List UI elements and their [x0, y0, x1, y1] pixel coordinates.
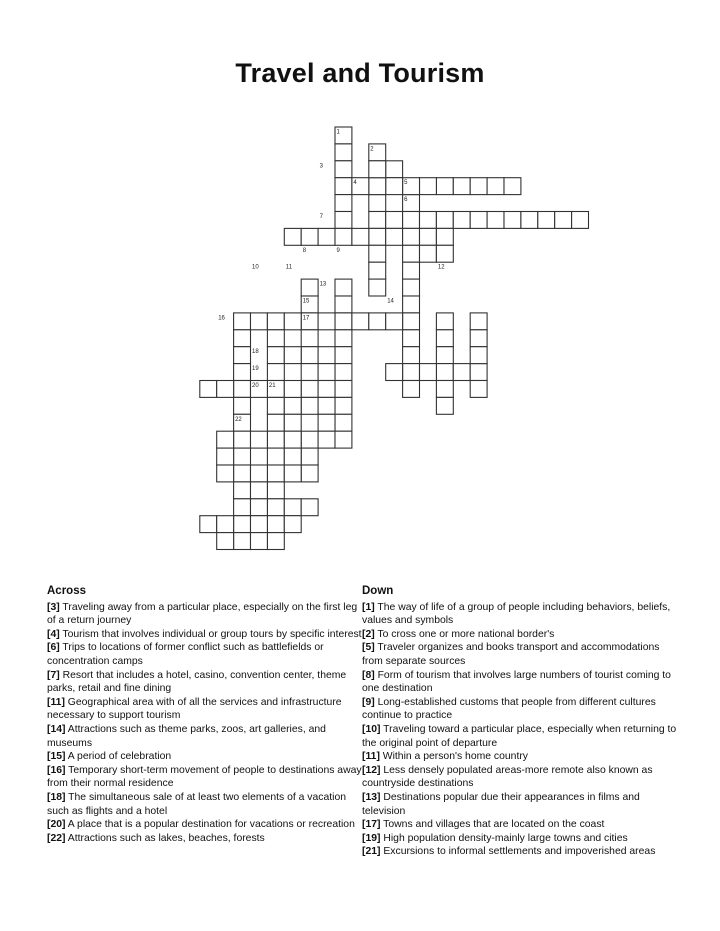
down-clue	[362, 818, 680, 832]
crossword-cell	[436, 245, 453, 262]
crossword-cell	[217, 448, 234, 465]
clue-number-label: 20	[252, 383, 259, 389]
across-clue	[47, 601, 365, 628]
clue-number-label: 18	[252, 349, 259, 356]
crossword-cell	[470, 347, 487, 364]
crossword-cell	[420, 228, 437, 245]
crossword-cell	[403, 245, 420, 262]
crossword-cell	[335, 313, 352, 330]
crossword-cell	[284, 228, 301, 245]
crossword-cell	[386, 178, 403, 195]
down-clue	[362, 750, 680, 764]
crossword-cell	[436, 381, 453, 398]
crossword-cell	[420, 178, 437, 195]
crossword-cell	[521, 212, 538, 229]
crossword-cell	[267, 397, 284, 414]
down-clue	[362, 723, 680, 750]
crossword-cell	[234, 465, 251, 482]
across-clue-number: [15]	[47, 751, 66, 763]
crossword-cell	[301, 499, 318, 516]
crossword-cell	[403, 262, 420, 279]
down-clue-number: [17]	[362, 819, 381, 831]
crossword-cell	[251, 516, 268, 533]
crossword-cell	[335, 330, 352, 347]
crossword-cell	[301, 347, 318, 364]
across-clue-text: Trips to locations of former conflict such as battlefields or concentration camps	[47, 642, 324, 667]
crossword-cell	[386, 364, 403, 381]
crossword-cell	[436, 364, 453, 381]
crossword-cell	[318, 431, 335, 448]
clue-number-label: 13	[319, 281, 327, 288]
across-clue-text: Geographical area with of all the services and infrastructure necessary to support tourism	[47, 696, 342, 722]
crossword-cell	[453, 212, 470, 229]
crossword-cell	[403, 347, 420, 364]
down-clue-text: To cross one or more national border's	[374, 628, 555, 640]
crossword-cell	[436, 347, 453, 364]
crossword-cell	[386, 161, 403, 178]
crossword-cell	[318, 414, 335, 431]
crossword-cell	[335, 178, 352, 195]
down-clue-text: Less densely populated areas-more remote also known as countryside destinations	[362, 764, 653, 790]
crossword-cell	[335, 296, 352, 313]
crossword-cell	[234, 431, 251, 448]
down-clue-number: [12]	[362, 764, 381, 776]
crossword-cell	[301, 381, 318, 398]
crossword-cell	[386, 212, 403, 229]
clue-number-label: 4	[353, 180, 357, 187]
crossword-cell	[352, 228, 369, 245]
clue-number-label: 2	[370, 146, 374, 153]
across-clue-text: Traveling away from a particular place, especially on the first leg of a return journey	[47, 601, 358, 627]
clue-number-label: 15	[302, 298, 310, 305]
across-clue-number: [16]	[47, 764, 66, 776]
crossword-cell	[251, 313, 268, 330]
down-clue	[362, 641, 680, 668]
clue-number-label: 11	[285, 264, 293, 271]
crossword-cell	[369, 161, 386, 178]
across-clue-number: [20]	[47, 819, 66, 831]
down-clue	[362, 791, 680, 818]
across-clue-number: [3]	[47, 601, 60, 613]
crossword-cell	[267, 499, 284, 516]
across-clue-number: [14]	[47, 723, 66, 735]
clue-number-label: 14	[387, 298, 394, 305]
crossword-cell	[234, 330, 251, 347]
crossword-cell	[420, 212, 437, 229]
across-clue	[47, 832, 365, 846]
crossword-cell	[369, 212, 386, 229]
crossword-cell	[284, 397, 301, 414]
crossword-cell	[217, 431, 234, 448]
crossword-cell	[335, 381, 352, 398]
crossword-cell	[284, 414, 301, 431]
across-clue-number: [18]	[47, 791, 66, 803]
down-clue	[362, 696, 680, 723]
crossword-cell	[301, 465, 318, 482]
down-clue-text: Excursions to informal settlements and impoverished areas	[380, 846, 656, 858]
across-clue-number: [6]	[47, 642, 60, 654]
crossword-cell	[251, 482, 268, 499]
down-clues	[362, 585, 680, 859]
clue-number-label: 8	[302, 247, 307, 254]
across-clue-text: The simultaneous sale of at least two elements of a vacation such as flights and a hotel	[47, 791, 346, 817]
crossword-cell	[335, 212, 352, 229]
down-clue-number: [9]	[362, 696, 375, 708]
crossword-cell	[487, 212, 504, 229]
down-clue-number: [21]	[362, 846, 381, 858]
crossword-cell	[284, 381, 301, 398]
crossword-cell	[436, 178, 453, 195]
down-clue	[362, 628, 680, 642]
crossword-cell	[369, 245, 386, 262]
crossword-cell	[267, 482, 284, 499]
crossword-cell	[470, 330, 487, 347]
crossword-cell	[436, 212, 453, 229]
across-clue	[47, 628, 365, 642]
crossword-cell	[234, 364, 251, 381]
crossword-cell	[301, 448, 318, 465]
crossword-cell	[267, 313, 284, 330]
crossword-cell	[335, 431, 352, 448]
down-clue-text: High population density-mainly large towns and cities	[380, 832, 628, 844]
crossword-cell	[284, 499, 301, 516]
down-clue-number: [5]	[362, 642, 375, 654]
clue-number-label: 17	[302, 315, 310, 322]
crossword-cell	[284, 465, 301, 482]
crossword-cell	[369, 279, 386, 296]
crossword-cell	[504, 178, 521, 195]
crossword-cell	[251, 499, 268, 516]
clue-number-label: 7	[319, 214, 323, 220]
crossword-cell	[470, 178, 487, 195]
down-clue-number: [19]	[362, 832, 381, 844]
down-clue-text: The way of life of a group of people including behaviors, beliefs, values and symbols	[362, 601, 671, 627]
crossword-cell	[234, 482, 251, 499]
crossword-cell	[267, 448, 284, 465]
crossword-cell	[369, 178, 386, 195]
across-clue-number: [11]	[47, 696, 65, 708]
down-clue	[362, 764, 680, 791]
clue-number-label: 1	[336, 129, 340, 136]
crossword-cell	[267, 465, 284, 482]
crossword-cell	[386, 313, 403, 330]
across-clue	[47, 791, 365, 818]
crossword-cell	[318, 347, 335, 364]
crossword-cell	[267, 533, 284, 550]
crossword-cell	[403, 313, 420, 330]
across-clue-number: [7]	[47, 669, 60, 681]
crossword-cell	[267, 347, 284, 364]
crossword-cell	[301, 431, 318, 448]
crossword-cell	[470, 364, 487, 381]
crossword-cell	[267, 516, 284, 533]
down-clue	[362, 845, 680, 859]
crossword-cell	[335, 397, 352, 414]
crossword-cell	[318, 313, 335, 330]
down-clue-text: Within a person's home country	[379, 751, 529, 763]
crossword-cell	[200, 516, 217, 533]
crossword-cell	[284, 347, 301, 364]
clue-number-label: 22	[235, 416, 242, 423]
crossword-cell	[369, 262, 386, 279]
crossword-cell	[436, 228, 453, 245]
crossword-cell	[436, 313, 453, 330]
crossword-cell	[267, 414, 284, 431]
down-heading: Down	[362, 585, 394, 597]
crossword-cell	[318, 397, 335, 414]
page-title: Travel and Tourism	[235, 58, 485, 88]
crossword-cell	[403, 364, 420, 381]
across-clue	[47, 750, 365, 764]
crossword-cell	[470, 381, 487, 398]
crossword-cell	[403, 296, 420, 313]
crossword-cell	[335, 364, 352, 381]
across-clue-text: A place that is a popular destination for vacations or recreation	[65, 819, 355, 831]
down-clue-number: [10]	[362, 723, 381, 735]
crossword-cell	[251, 431, 268, 448]
clue-number-label: 21	[268, 383, 276, 389]
crossword-cell	[234, 397, 251, 414]
across-clue-text: A period of celebration	[65, 751, 172, 763]
crossword-cell	[234, 448, 251, 465]
crossword-cell	[318, 381, 335, 398]
down-clue	[362, 669, 680, 696]
across-clue-text: Temporary short-term movement of people to destinations away from their normal residence	[47, 764, 362, 790]
across-heading: Across	[47, 585, 86, 597]
crossword-cell	[403, 228, 420, 245]
crossword-cell	[234, 313, 251, 330]
crossword-cell	[572, 212, 589, 229]
crossword-cell	[538, 212, 555, 229]
crossword-cell	[420, 364, 437, 381]
across-clue-number: [22]	[47, 832, 66, 844]
down-clue-number: [8]	[362, 669, 375, 681]
across-clue	[47, 764, 365, 791]
crossword-cell	[555, 212, 572, 229]
clue-number-label: 6	[404, 197, 408, 204]
crossword-cell	[335, 144, 352, 161]
crossword-cell	[470, 313, 487, 330]
down-clue-number: [1]	[362, 601, 375, 613]
across-clue	[47, 669, 365, 696]
crossword-cell	[487, 178, 504, 195]
crossword-cell	[217, 381, 234, 398]
crossword-cell	[301, 397, 318, 414]
across-clues	[47, 585, 365, 845]
crossword-cell	[318, 364, 335, 381]
crossword-cell	[403, 381, 420, 398]
crossword-cell	[234, 516, 251, 533]
crossword-cell	[234, 499, 251, 516]
crossword-cell	[234, 347, 251, 364]
crossword-cell	[217, 533, 234, 550]
crossword-cell	[284, 313, 301, 330]
down-clue-list	[362, 601, 680, 859]
crossword-cell	[369, 228, 386, 245]
crossword-cell	[318, 228, 335, 245]
crossword-cell	[369, 195, 386, 212]
crossword-cell	[335, 347, 352, 364]
crossword-cell	[453, 364, 470, 381]
crossword-cell	[251, 465, 268, 482]
crossword-cell	[470, 212, 487, 229]
crossword-cell	[335, 161, 352, 178]
down-clue-number: [11]	[362, 751, 380, 763]
across-clue-text: Tourism that involves individual or group tours by specific interest	[59, 628, 362, 640]
down-clue	[362, 601, 680, 628]
crossword-cell	[200, 381, 217, 398]
down-clue-text: Long-established customs that people from different cultures continue to practice	[362, 696, 656, 722]
crossword-cell	[403, 330, 420, 347]
clue-number-label: 19	[252, 366, 259, 373]
down-clue-text: Form of tourism that involves large numbers of tourist coming to one destination	[362, 669, 671, 695]
crossword-cell	[436, 397, 453, 414]
across-clue-list	[47, 601, 365, 846]
across-clue-text: Attractions such as lakes, beaches, forests	[65, 832, 265, 844]
clue-number-label: 16	[218, 315, 225, 322]
clue-number-label: 9	[336, 247, 340, 254]
down-clue-number: [13]	[362, 791, 381, 803]
crossword-cell	[217, 516, 234, 533]
across-clue-text: Attractions such as theme parks, zoos, art galleries, and museums	[47, 723, 326, 749]
crossword-cell	[386, 228, 403, 245]
crossword-cell	[436, 330, 453, 347]
down-clue-text: Traveler organizes and books transport and accommodations from separate sources	[362, 642, 660, 667]
clue-number-label: 5	[404, 180, 408, 187]
crossword-cell	[267, 431, 284, 448]
crossword-cell	[335, 279, 352, 296]
down-clue-text: Towns and villages that are located on the coast	[380, 819, 605, 831]
crossword-cell	[267, 364, 284, 381]
crossword-cell	[217, 465, 234, 482]
crossword-cell	[301, 364, 318, 381]
crossword-cell	[301, 330, 318, 347]
crossword-cell	[335, 414, 352, 431]
crossword-cell	[301, 228, 318, 245]
crossword-cell	[284, 516, 301, 533]
crossword-cell	[284, 448, 301, 465]
down-clue-number: [2]	[362, 628, 375, 640]
crossword-cell	[267, 330, 284, 347]
crossword-cell	[453, 178, 470, 195]
crossword-cell	[234, 533, 251, 550]
across-clue	[47, 723, 365, 750]
down-clue	[362, 832, 680, 846]
crossword-cell	[335, 228, 352, 245]
crossword-cell	[504, 212, 521, 229]
crossword-cell	[284, 431, 301, 448]
crossword-cell	[369, 313, 386, 330]
clue-number-label: 10	[252, 264, 259, 271]
clue-number-label: 3	[319, 163, 323, 170]
across-clue-number: [4]	[47, 628, 60, 640]
down-clue-text: Traveling toward a particular place, especially when returning to the original point of departure	[362, 723, 677, 749]
clue-number-label: 12	[437, 264, 445, 271]
across-clue	[47, 641, 365, 668]
across-clue	[47, 696, 365, 723]
across-clue-text: Resort that includes a hotel, casino, convention center, theme parks, retail and fine dining	[47, 669, 347, 695]
crossword-cell	[403, 279, 420, 296]
crossword-cell	[352, 313, 369, 330]
crossword-cell	[301, 279, 318, 296]
crossword-cell	[420, 245, 437, 262]
crossword-cell	[234, 381, 251, 398]
across-clue	[47, 818, 365, 832]
crossword-cell	[335, 195, 352, 212]
crossword-cell	[251, 533, 268, 550]
crossword-cell	[403, 212, 420, 229]
down-clue-text: Destinations popular due their appearances in films and television	[362, 791, 640, 817]
